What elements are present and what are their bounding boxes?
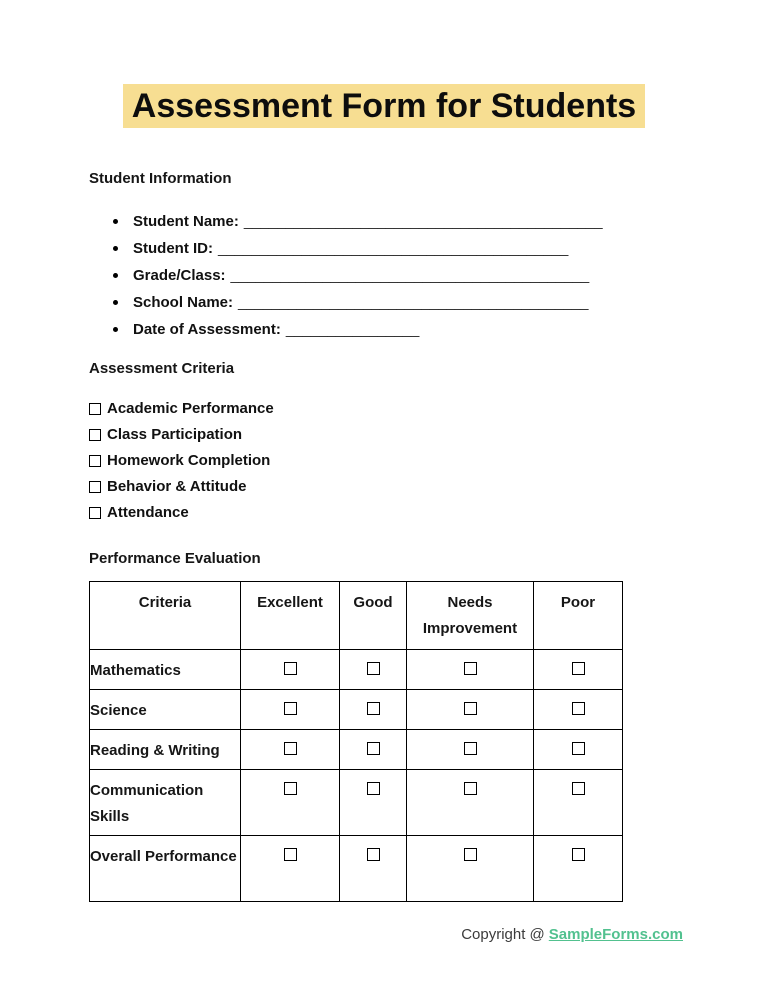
table-row [90, 650, 623, 690]
criteria-row [89, 396, 768, 422]
fill-in-blank: __________________________________________ [218, 240, 569, 257]
criteria-label: Class Participation [107, 426, 243, 443]
performance-evaluation-heading: Performance Evaluation [89, 550, 261, 567]
checkbox-icon[interactable] [284, 848, 297, 861]
row-label: Overall Performance [90, 836, 241, 902]
criteria-label: Attendance [107, 504, 189, 521]
criteria-label: Homework Completion [107, 452, 271, 469]
criteria-row [89, 500, 768, 526]
checkbox-icon[interactable] [464, 848, 477, 861]
row-label: Reading & Writing [90, 730, 241, 770]
checkbox-icon[interactable] [464, 742, 477, 755]
fill-in-blank: ________________ [285, 321, 420, 338]
list-item [89, 235, 768, 262]
table-header-row [90, 582, 623, 650]
list-item [89, 316, 768, 343]
column-header: Criteria [90, 582, 241, 650]
fill-in-blank: ___________________________________________ [243, 213, 603, 230]
column-header: Good [340, 582, 407, 650]
row-label: Science [90, 690, 241, 730]
checkbox-icon[interactable] [89, 403, 101, 415]
table-row [90, 836, 623, 902]
table-row [90, 730, 623, 770]
checkbox-icon[interactable] [89, 429, 101, 441]
criteria-row [89, 422, 768, 448]
criteria-label: Behavior & Attitude [107, 478, 247, 495]
checkbox-icon[interactable] [284, 662, 297, 675]
criteria-label: Academic Performance [107, 400, 274, 417]
checkbox-icon[interactable] [89, 507, 101, 519]
bullet-icon [113, 300, 118, 305]
field-label: Student ID: [133, 240, 213, 257]
checkbox-icon[interactable] [89, 481, 101, 493]
checkbox-icon[interactable] [572, 702, 585, 715]
footer [0, 926, 768, 944]
field-label: Grade/Class: [133, 267, 226, 284]
checkbox-icon[interactable] [572, 742, 585, 755]
list-item [89, 289, 768, 316]
title-bar [0, 0, 768, 128]
table-row [90, 690, 623, 730]
list-item [89, 262, 768, 289]
criteria-checklist [89, 396, 768, 526]
student-info-heading: Student Information [89, 170, 232, 187]
assessment-criteria-heading: Assessment Criteria [89, 360, 235, 377]
performance-table [89, 581, 623, 902]
bullet-icon [113, 273, 118, 278]
bullet-icon [113, 246, 118, 251]
column-header: Excellent [241, 582, 340, 650]
field-label: Student Name: [133, 213, 239, 230]
criteria-row [89, 474, 768, 500]
checkbox-icon[interactable] [367, 848, 380, 861]
row-label: Mathematics [90, 650, 241, 690]
column-header: Poor [534, 582, 623, 650]
fill-in-blank: ___________________________________________ [230, 267, 590, 284]
checkbox-icon[interactable] [367, 782, 380, 795]
checkbox-icon[interactable] [572, 848, 585, 861]
page-title: Assessment Form for Students [123, 84, 645, 128]
field-label: School Name: [133, 294, 234, 311]
checkbox-icon[interactable] [284, 782, 297, 795]
checkbox-icon[interactable] [367, 742, 380, 755]
table-row [90, 770, 623, 836]
sampleforms-link[interactable]: SampleForms.com [548, 926, 683, 943]
bullet-icon [113, 327, 118, 332]
checkbox-icon[interactable] [464, 702, 477, 715]
row-label: Communication Skills [90, 770, 241, 836]
bullet-icon [113, 219, 118, 224]
checkbox-icon[interactable] [464, 662, 477, 675]
list-item [89, 208, 768, 235]
checkbox-icon[interactable] [464, 782, 477, 795]
checkbox-icon[interactable] [367, 662, 380, 675]
student-info-list [89, 208, 768, 343]
checkbox-icon[interactable] [572, 662, 585, 675]
checkbox-icon[interactable] [367, 702, 380, 715]
field-label: Date of Assessment: [133, 321, 281, 338]
fill-in-blank: __________________________________________ [238, 294, 589, 311]
checkbox-icon[interactable] [284, 702, 297, 715]
copyright-text: Copyright @ [461, 926, 545, 943]
column-header: Needs Improvement [407, 582, 534, 650]
checkbox-icon[interactable] [572, 782, 585, 795]
checkbox-icon[interactable] [284, 742, 297, 755]
criteria-row [89, 448, 768, 474]
checkbox-icon[interactable] [89, 455, 101, 467]
